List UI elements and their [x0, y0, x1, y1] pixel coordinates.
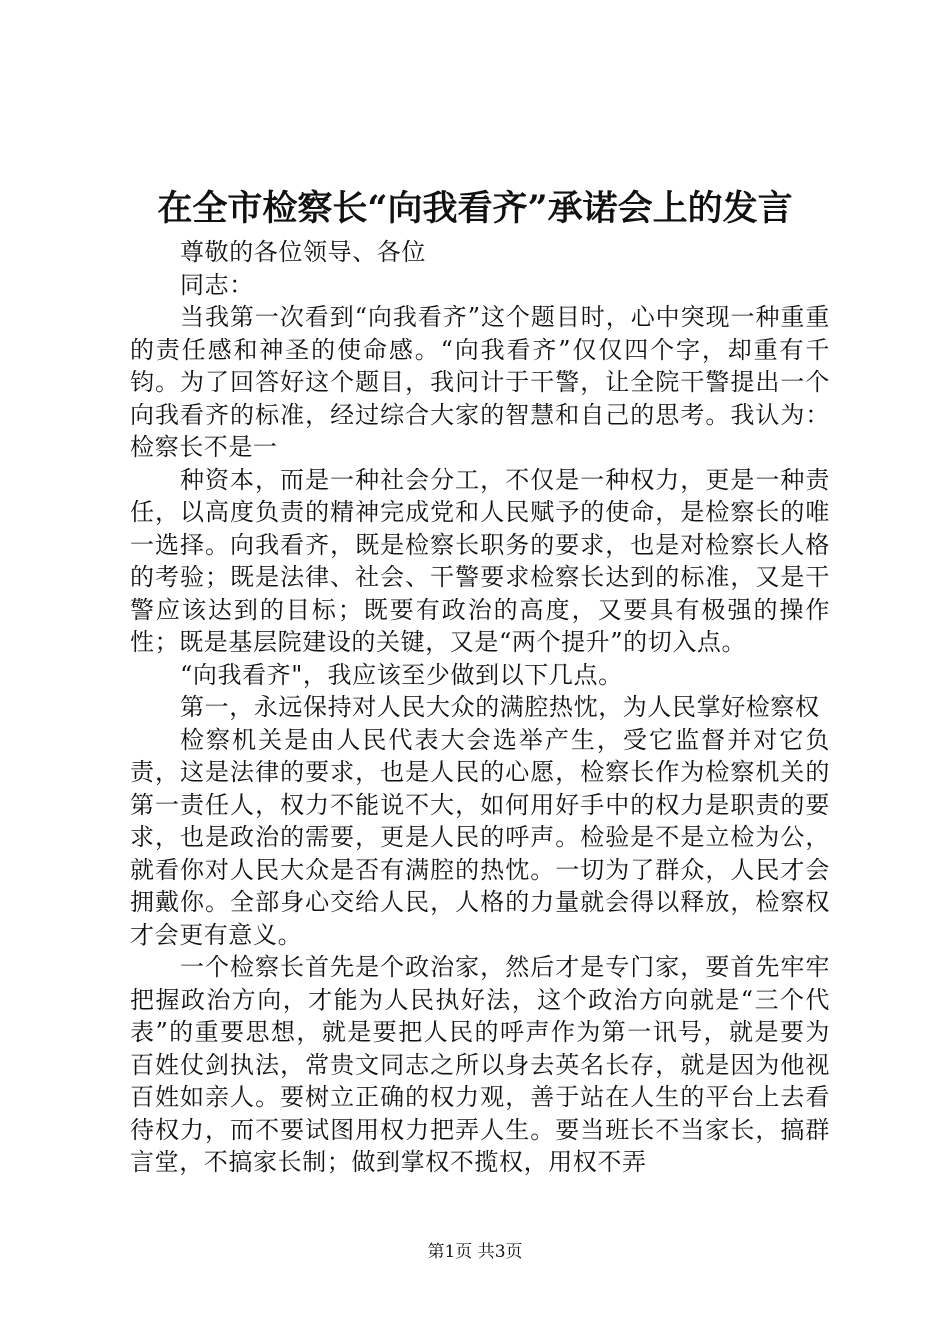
section-heading: 第一，永远保持对人民大众的满腔热忱，为人民掌好检察权 — [180, 693, 820, 721]
salutation-line: 尊敬的各位领导、各位 — [180, 238, 426, 266]
body-paragraph: 一个检察长首先是个政治家，然后才是专门家，要首先牢牢把握政治方向，才能为人民执好法，这个政治方向就是“三个代表”的重要思想，就是要把人民的呼声作为第一讯号，就是要为百姓仗剑执法，常贵文同志之所以身去英名长存，就是因为他视百姓如亲人。要树立正确的权力观，善于站在人生的平台上去看待权力，而不要试图用权力把弄人生。要当班长不当家长，搞群言堂，不搞家长制；做到掌权不揽权，用权不弄 — [130, 953, 830, 1176]
body-paragraph: 种资本，而是一种社会分工，不仅是一种权力，更是一种责任，以高度负责的精神完成党和人民赋予的使命，是检察长的唯一选择。向我看齐，既是检察长职务的要求，也是对检察长人格的考验；既是法律、社会、干警要求检察长达到的标准，又是干警应该达到的目标；既要有政治的高度，又要具有极强的操作性；既是基层院建设的关键，又是“两个提升”的切入点。 — [130, 465, 830, 656]
body-paragraph: “向我看齐"，我应该至少做到以下几点。 — [180, 660, 623, 689]
page-number: 第1页 共3页 — [427, 1242, 523, 1262]
salutation-line: 同志： — [180, 270, 254, 299]
page-title: 在全市检察长“向我看齐”承诺会上的发言 — [157, 188, 793, 229]
body-paragraph: 检察机关是由人民代表大会选举产生，受它监督并对它负责，这是法律的要求，也是人民的心愿，检察长作为检察机关的第一责任人，权力不能说不大，如何用好手中的权力是职责的要求，也是政治的需要，更是人民的呼声。检验是不是立检为公，就看你对人民大众是否有满腔的热忱。一切为了群众，人民才会拥戴你。全部身心交给人民，人格的力量就会得以释放，检察权才会更有意义。 — [130, 725, 830, 949]
body-paragraph: 当我第一次看到“向我看齐”这个题目时，心中突现一种重重的责任感和神圣的使命感。“向我看齐”仅仅四个字，却重有千钧。为了回答好这个题目，我问计于干警，让全院干警提出一个向我看齐的标准，经过综合大家的智慧和自己的思考。我认为：检察长不是一 — [130, 303, 830, 461]
document-body — [130, 236, 830, 1179]
